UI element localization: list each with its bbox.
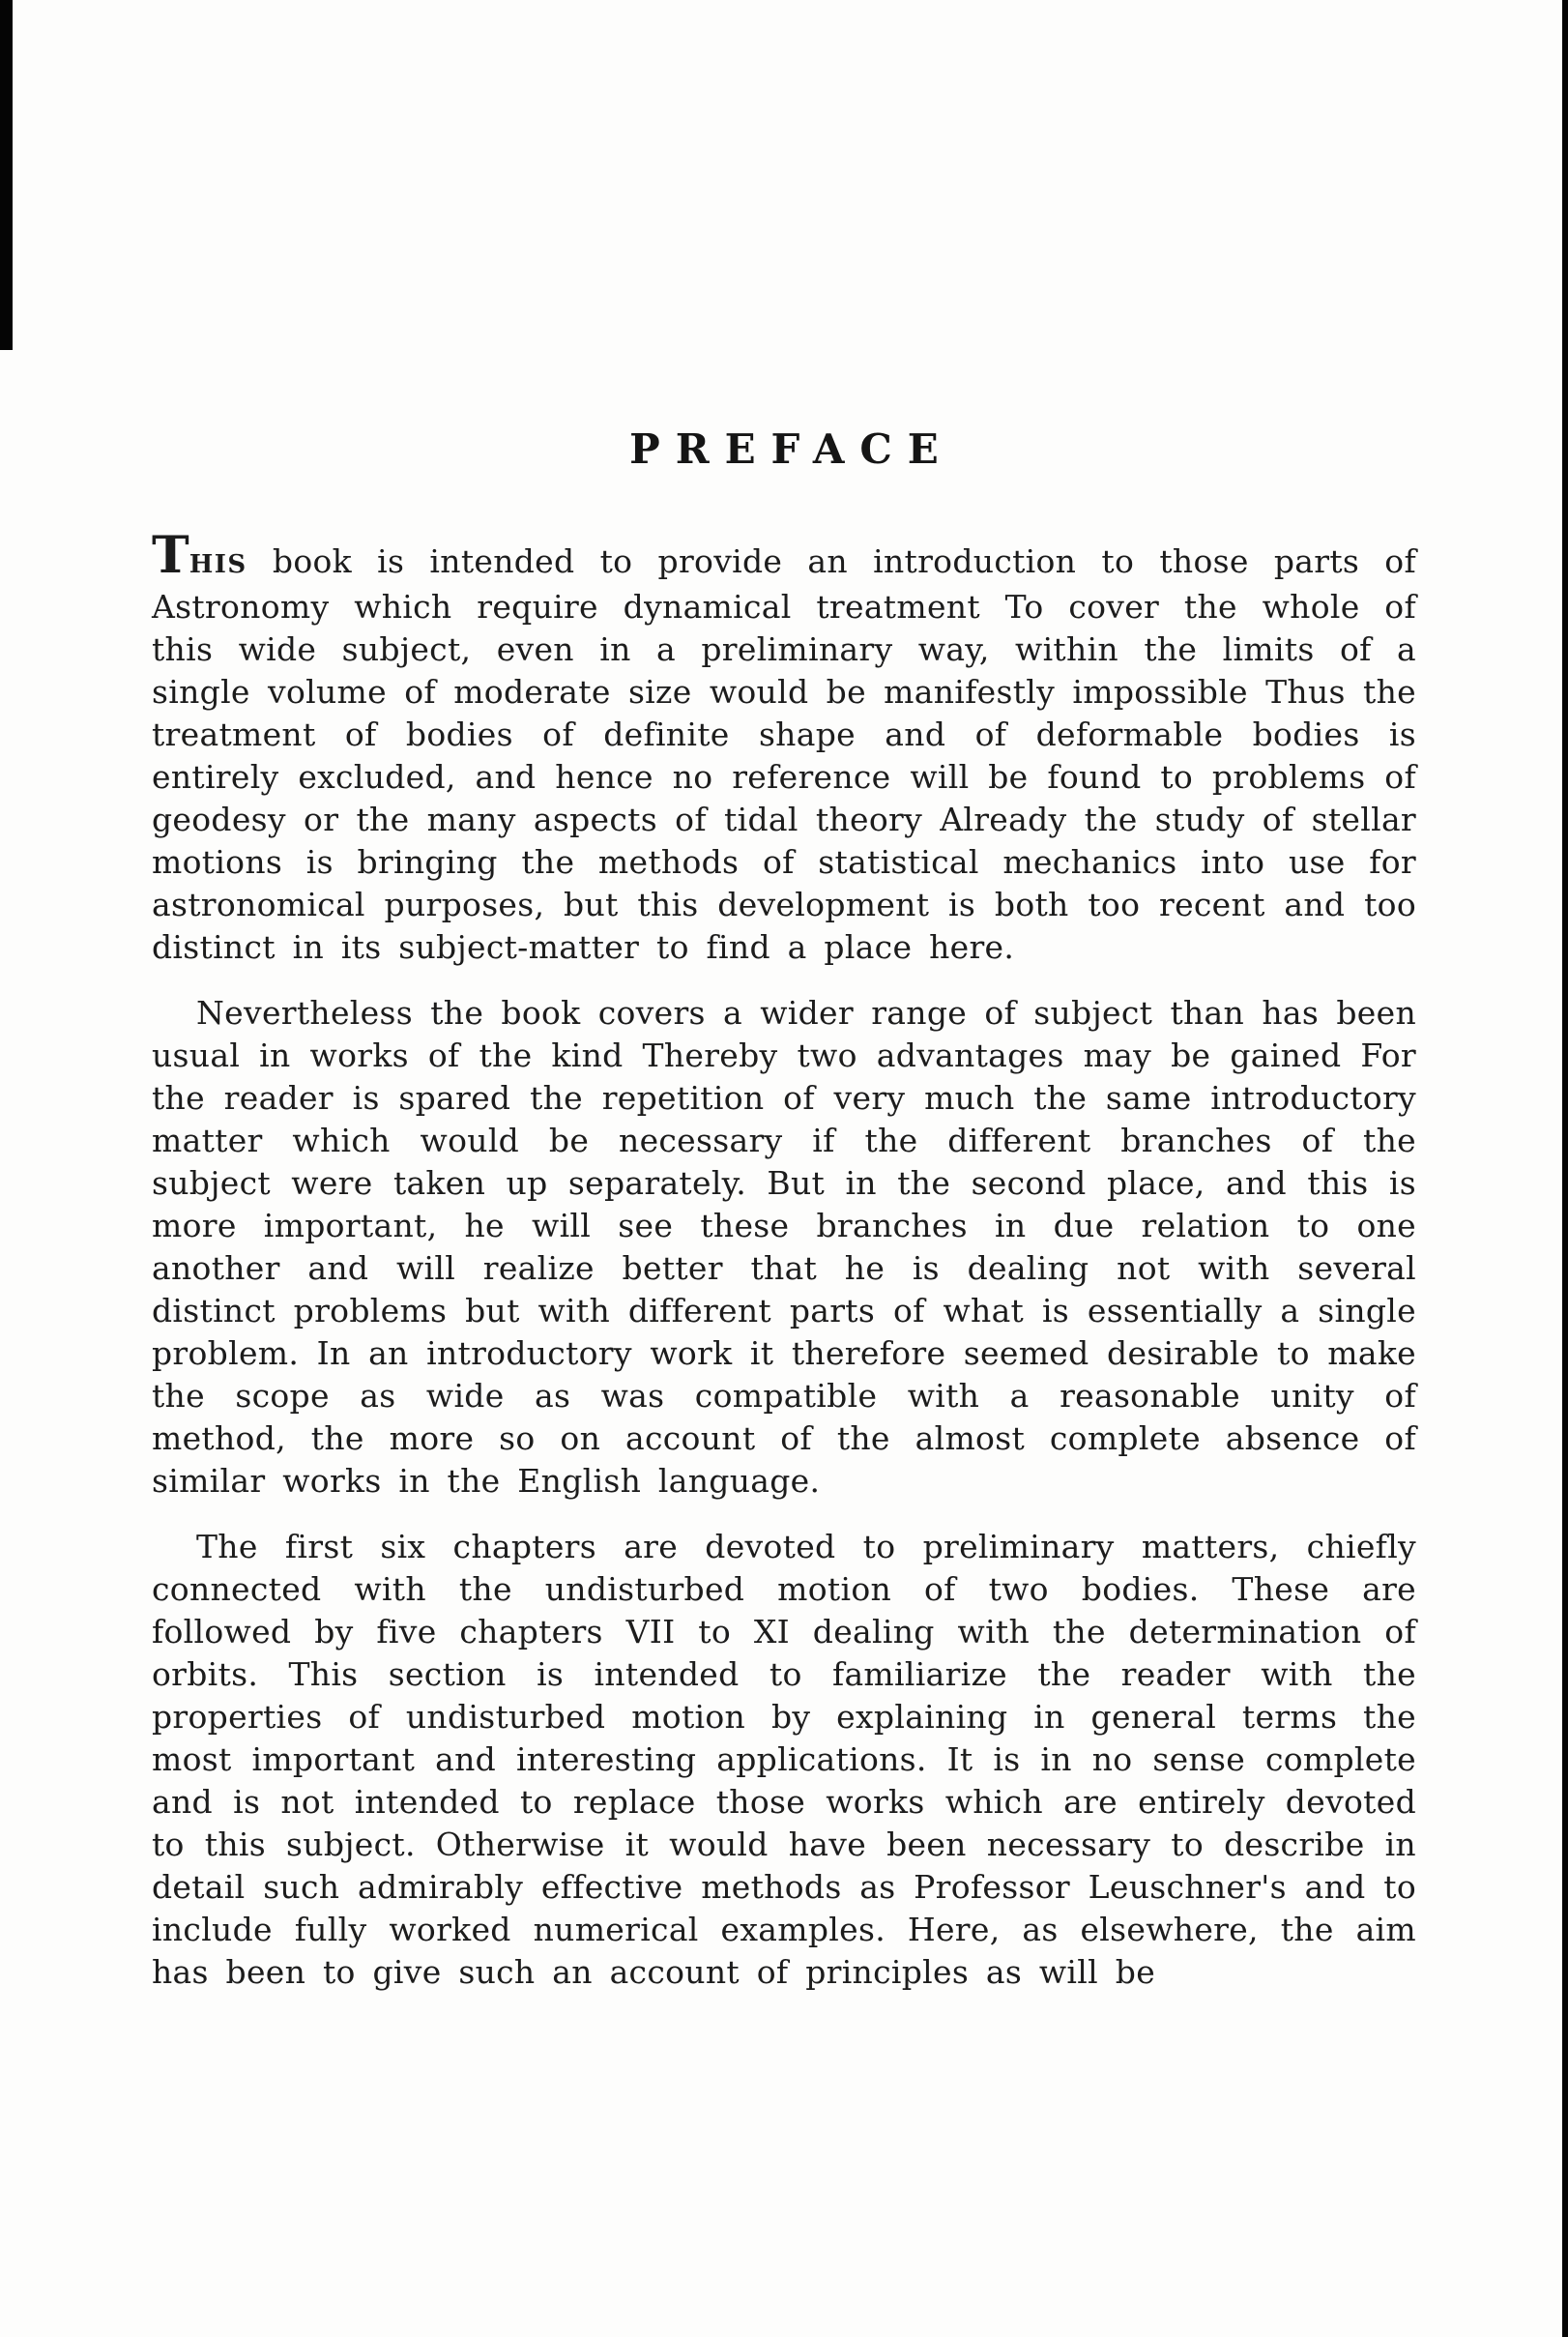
- scan-artifact-right-edge: [1562, 0, 1568, 2337]
- paragraph-1: [152, 526, 1416, 969]
- drop-cap-letter: T: [152, 526, 189, 585]
- page-content: [152, 0, 1416, 1994]
- scan-artifact-left-edge: [0, 0, 13, 350]
- paragraph-1-text: book is intended to provide an introduction to those parts of Astronomy which require dynamical treatment To cover the whole of this wide subject, even in a preliminary way, within the limits of a single volume of moderate size would be manifestly impossible Thus the treatment of bodies of definite shape and of deformable bodies is entirely excluded, and hence no reference will be found to problems of geodesy or the many aspects of tidal theory Already the study of stellar motions is bringing the methods of statistical mechanics into use for astronomical purposes, but this development is both too recent and too distinct in its subject-matter to find a place here.: [152, 542, 1416, 966]
- paragraph-2: Nevertheless the book covers a wider range of subject than has been usual in works of the kind Thereby two advantages may be gained For the reader is spared the repetition of very much the same introductory matter which would be necessary if the different branches of the subject were taken up separately. But in the second place, and this is more important, he will see these branches in due relation to one another and will realize better that he is dealing not with several distinct problems but with different parts of what is essentially a single problem. In an introductory work it therefore seemed desirable to make the scope as wide as was compatible with a reasonable unity of method, the more so on account of the almost complete absence of similar works in the English language.: [152, 994, 1416, 1500]
- small-caps-lead: HIS: [189, 550, 247, 579]
- page-title: PREFACE: [629, 425, 954, 473]
- paragraph-3: The first six chapters are devoted to preliminary matters, chiefly connected with the undisturbed motion of two bodies. These are followed by five chapters VII to XI dealing with the determination of orbits. This section is intended to familiarize the reader with the properties of undisturbed motion by explaining in general terms the most important and interesting applications. It is in no sense complete and is not intended to replace those works which are entirely devoted to this subject. Otherwise it would have been necessary to describe in detail such admirably effective methods as Professor Leuschner's and to include fully worked numerical examples. Here, as elsewhere, the aim has been to give such an account of principles as will be: [152, 1528, 1416, 1991]
